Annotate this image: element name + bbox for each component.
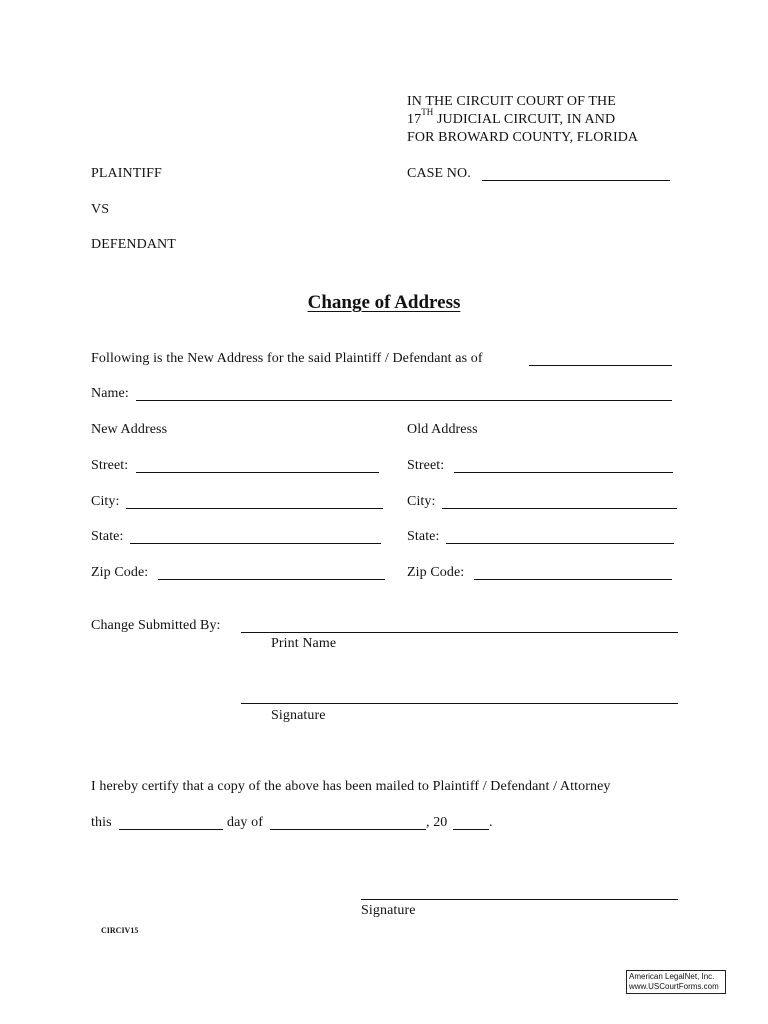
publisher-url: www.USCourtForms.com [629, 982, 719, 991]
court-line-1: IN THE CIRCUIT COURT OF THE [407, 94, 616, 109]
certify-day-field[interactable] [119, 829, 223, 830]
new-street-field[interactable] [136, 472, 379, 473]
circuit-number: 17 [407, 112, 422, 127]
old-street-field[interactable] [454, 472, 673, 473]
form-code: CIRCIV15 [101, 926, 139, 935]
new-address-heading: New Address [91, 422, 168, 437]
old-city-field[interactable] [442, 508, 677, 509]
old-address-heading: Old Address [407, 422, 478, 437]
as-of-date-field[interactable] [529, 365, 672, 366]
submitted-by-label: Change Submitted By: [91, 618, 221, 633]
name-label: Name: [91, 386, 129, 401]
intro-text: Following is the New Address for the said Plaintiff / Defendant as of [91, 351, 483, 366]
final-signature-caption: Signature [361, 903, 416, 918]
new-state-field[interactable] [130, 543, 381, 544]
print-name-caption: Print Name [271, 636, 337, 651]
old-city-label: City: [407, 494, 436, 509]
certify-year-prefix: , 20 [426, 815, 448, 830]
court-line-2 [407, 107, 616, 128]
publisher-name: American LegalNet, Inc. [629, 972, 715, 981]
new-zip-field[interactable] [158, 579, 385, 580]
new-city-field[interactable] [126, 508, 383, 509]
vs-label: VS [91, 202, 110, 217]
new-city-label: City: [91, 494, 120, 509]
court-line-2-rest: JUDICIAL CIRCUIT, IN AND [433, 112, 616, 127]
old-zip-field[interactable] [474, 579, 672, 580]
defendant-label: DEFENDANT [91, 237, 176, 252]
old-zip-label: Zip Code: [407, 565, 465, 580]
certify-text: I hereby certify that a copy of the above has been mailed to Plaintiff / Defendant / Attorney [91, 779, 611, 794]
certify-year-field[interactable] [453, 829, 489, 830]
certify-period: . [489, 815, 493, 830]
document-title-wrap [0, 292, 768, 314]
case-no-field[interactable] [482, 180, 670, 181]
case-no-label: CASE NO. [407, 166, 471, 181]
name-field[interactable] [136, 400, 672, 401]
certify-day-of: day of [227, 815, 263, 830]
certify-this: this [91, 815, 112, 830]
old-street-label: Street: [407, 458, 445, 473]
submitted-signature-field[interactable] [241, 703, 678, 704]
signature-caption: Signature [271, 708, 326, 723]
new-zip-label: Zip Code: [91, 565, 149, 580]
certify-signature-field[interactable] [361, 899, 678, 900]
certify-month-field[interactable] [270, 829, 426, 830]
new-state-label: State: [91, 529, 124, 544]
publisher-stamp [626, 970, 726, 994]
court-line-3: FOR BROWARD COUNTY, FLORIDA [407, 130, 639, 145]
plaintiff-label: PLAINTIFF [91, 166, 162, 181]
submitted-print-name-field[interactable] [241, 632, 678, 633]
old-state-label: State: [407, 529, 440, 544]
old-state-field[interactable] [446, 543, 674, 544]
circuit-ordinal: TH [421, 107, 434, 118]
new-street-label: Street: [91, 458, 129, 473]
document-title: Change of Address [307, 292, 461, 313]
